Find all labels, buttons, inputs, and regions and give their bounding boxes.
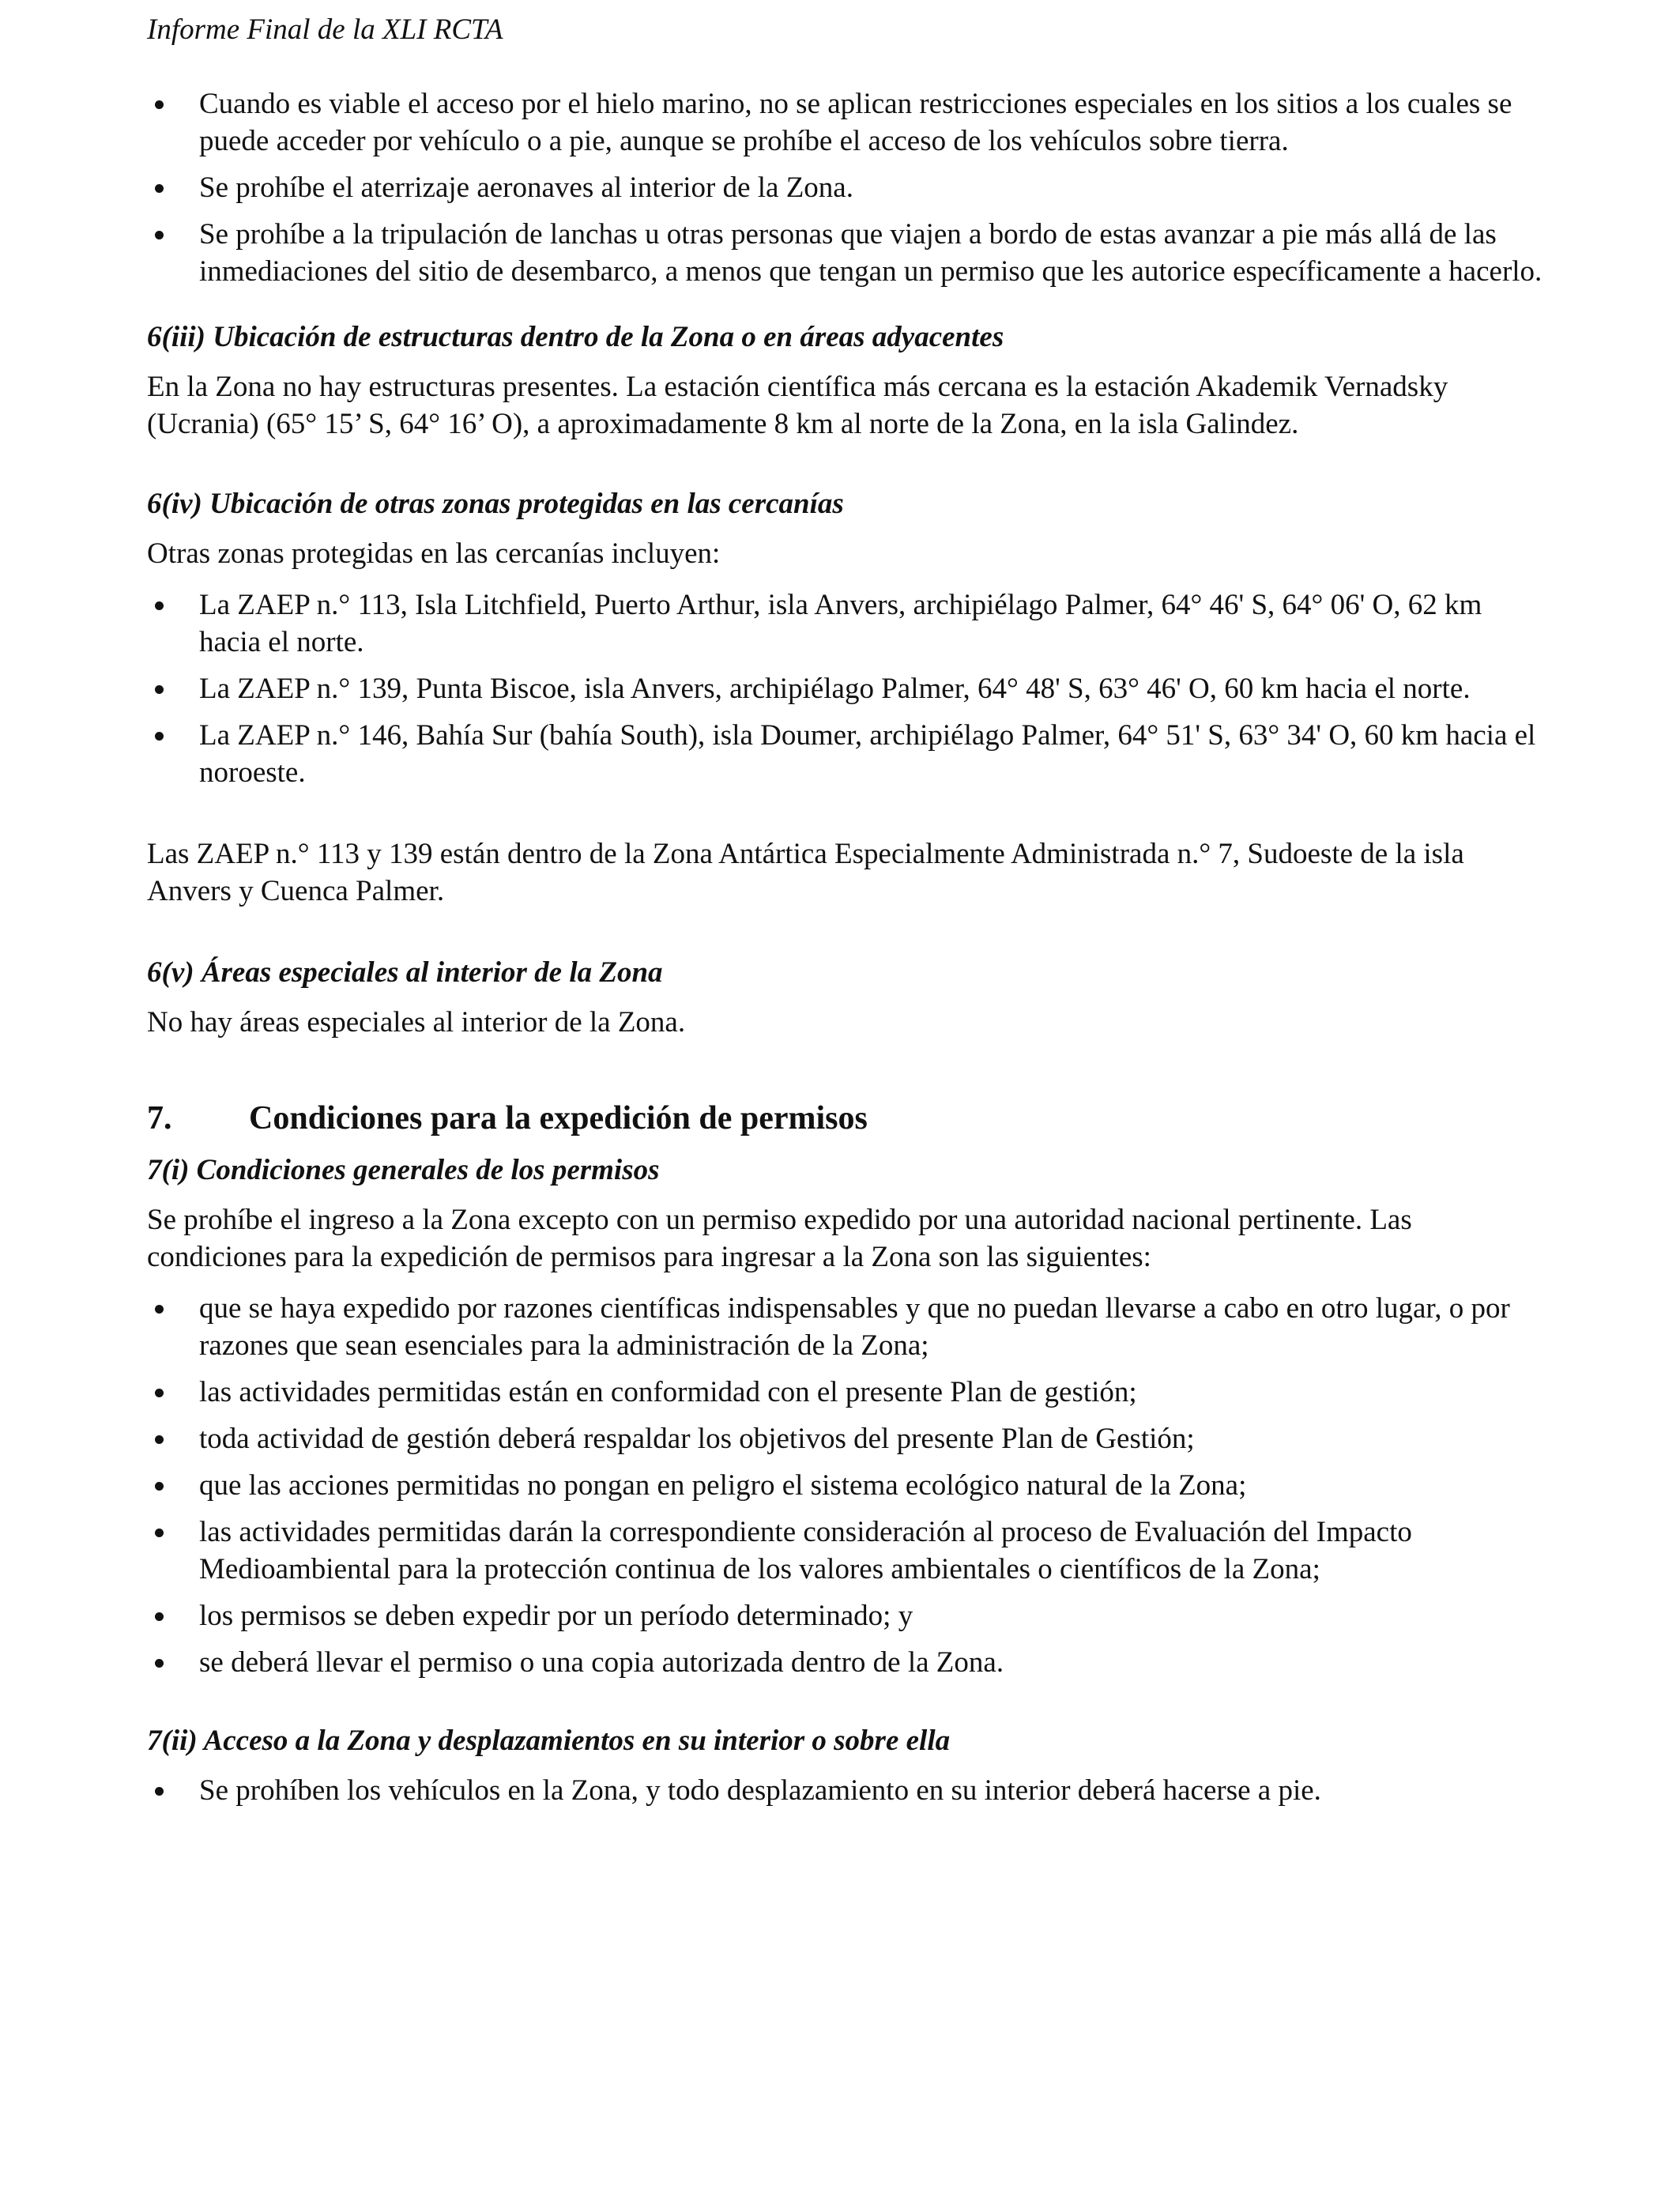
section-intro-7i: Se prohíbe el ingreso a la Zona excepto con un permiso expedido por una autoridad nacional pertinente. Las condiciones para la expedición de permisos para ingresar a la Zona son las siguientes: — [147, 1204, 1412, 1273]
list-item: Se prohíben los vehículos en la Zona, y todo desplazamiento en su interior deberá hacerse a pie. — [147, 1772, 1544, 1809]
list-item: toda actividad de gestión deberá respaldar los objetivos del presente Plan de Gestión; — [147, 1420, 1544, 1457]
page-content — [147, 85, 1544, 1819]
list-item: Cuando es viable el acceso por el hielo marino, no se aplican restricciones especiales en los sitios a los cuales se puede acceder por vehículo o a pie, aunque se prohíbe el acceso de los vehículos sobre tierra. — [147, 85, 1544, 160]
section-body-6iii: En la Zona no hay estructuras presentes. La estación científica más cercana es la estación Akademik Vernadsky (Ucrania) (65° 15’ S, 64° 16’ O), a aproximadamente 8 km al norte de la Zona, en la isla Galindez. — [147, 371, 1448, 440]
access-movement-list — [147, 1772, 1544, 1809]
section-heading-6v: 6(v) Áreas especiales al interior de la Zona — [147, 956, 663, 989]
protected-areas-list — [147, 586, 1544, 791]
section-heading-7ii: 7(ii) Acceso a la Zona y desplazamientos en su interior o sobre ella — [147, 1725, 951, 1757]
section-heading-7 — [147, 1096, 1544, 1140]
section-number: 7. — [147, 1100, 172, 1137]
list-item: las actividades permitidas darán la correspondiente consideración al proceso de Evaluación del Impacto Medioambiental para la protección continua de los valores ambientales o científicos de la Zona; — [147, 1514, 1544, 1588]
section-heading-7i: 7(i) Condiciones generales de los permisos — [147, 1154, 660, 1186]
section-note-6iv: Las ZAEP n.° 113 y 139 están dentro de la Zona Antártica Especialmente Administrada n.° 7, Sudoeste de la isla Anvers y Cuenca Palmer. — [147, 838, 1464, 907]
section-heading-6iv: 6(iv) Ubicación de otras zonas protegidas en las cercanías — [147, 488, 844, 520]
list-item: La ZAEP n.° 113, Isla Litchfield, Puerto Arthur, isla Anvers, archipiélago Palmer, 64° 46' S, 64° 06' O, 62 km hacia el norte. — [147, 586, 1544, 661]
permit-conditions-list — [147, 1290, 1544, 1681]
list-item: La ZAEP n.° 139, Punta Biscoe, isla Anvers, archipiélago Palmer, 64° 48' S, 63° 46' O, 60 km hacia el norte. — [147, 670, 1544, 707]
list-item: que se haya expedido por razones científicas indispensables y que no puedan llevarse a cabo en otro lugar, o por razones que sean esenciales para la administración de la Zona; — [147, 1290, 1544, 1364]
section-intro-6iv: Otras zonas protegidas en las cercanías incluyen: — [147, 537, 721, 570]
list-item: que las acciones permitidas no pongan en peligro el sistema ecológico natural de la Zona; — [147, 1467, 1544, 1504]
list-item: los permisos se deben expedir por un período determinado; y — [147, 1597, 1544, 1634]
section-heading-6iii: 6(iii) Ubicación de estructuras dentro de la Zona o en áreas adyacentes — [147, 321, 1004, 353]
list-item: Se prohíbe el aterrizaje aeronaves al interior de la Zona. — [147, 169, 1544, 206]
section-body-6v: No hay áreas especiales al interior de la Zona. — [147, 1006, 686, 1039]
access-restrictions-list — [147, 85, 1544, 290]
running-header: Informe Final de la XLI RCTA — [147, 13, 503, 46]
list-item: se deberá llevar el permiso o una copia autorizada dentro de la Zona. — [147, 1644, 1544, 1681]
list-item: Se prohíbe a la tripulación de lanchas u otras personas que viajen a bordo de estas avanzar a pie más allá de las inmediaciones del sitio de desembarco, a menos que tengan un permiso que les autorice específicamente a hacerlo. — [147, 216, 1544, 290]
list-item: La ZAEP n.° 146, Bahía Sur (bahía South), isla Doumer, archipiélago Palmer, 64° 51' S, 63° 34' O, 60 km hacia el noroeste. — [147, 717, 1544, 791]
list-item: las actividades permitidas están en conformidad con el presente Plan de gestión; — [147, 1374, 1544, 1411]
section-title: Condiciones para la expedición de permisos — [249, 1100, 868, 1137]
